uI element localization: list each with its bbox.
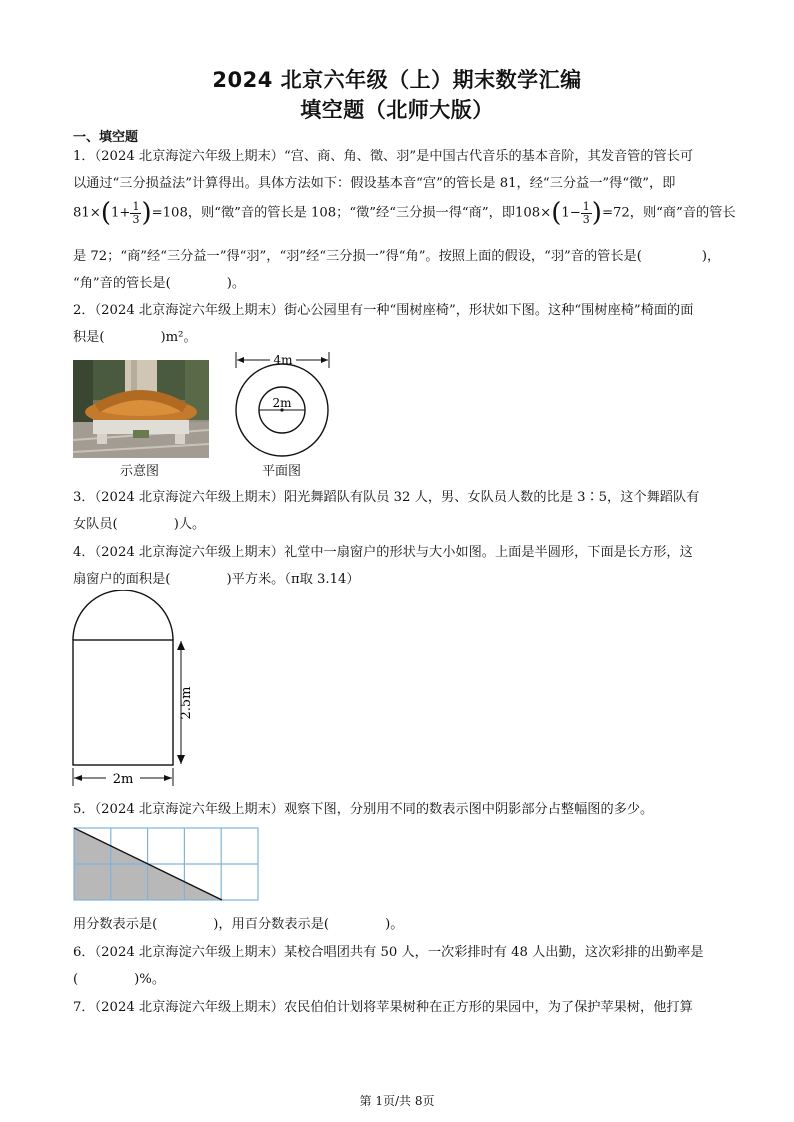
q4-line2: 扇窗户的面积是( )平方米。（π取 3.14） <box>73 572 360 587</box>
rectangle <box>73 640 173 765</box>
page-title: 2024 北京六年级（上）期末数学汇编 <box>212 68 582 92</box>
eq2-prefix: 108× <box>514 205 552 221</box>
height-label: 2.5m <box>179 686 194 720</box>
eq1-fraction: $\frac{1}{3}$ <box>132 199 140 226</box>
eq2-minus: 1− <box>561 205 581 221</box>
q3-line1: 3．（2024 北京海淀六年级上期末）阳光舞蹈队有队员 32 人，男、女队员人数的比是 3∶5，这个舞蹈队有 <box>73 490 700 505</box>
q1-line1: 1．（2024 北京海淀六年级上期末）“宫、商、角、徵、羽”是中国古代音乐的基本音阶，其发音管的管长可 <box>73 149 694 164</box>
eq2-fraction: $\frac{1}{3}$ <box>582 199 590 226</box>
inner-diameter-label: 2m <box>272 396 292 410</box>
section-title: 一、填空题 <box>73 130 139 145</box>
tree-bench-photo <box>73 360 209 458</box>
page-footer: 第 1页/共 8页 <box>359 1094 435 1108</box>
photo-caption: 示意图 <box>120 464 160 479</box>
plan-caption: 平面图 <box>262 464 302 479</box>
q2-line1: 2．（2024 北京海淀六年级上期末）街心公园里有一种“围树座椅”，形状如下图。这种“围树座椅”椅面的面 <box>73 303 694 318</box>
eq1-plus: 1+ <box>111 205 131 221</box>
tree-bench-illustration <box>73 360 209 458</box>
eq1-prefix: 81× <box>73 205 101 221</box>
bench-plan-diagram <box>230 350 334 460</box>
page-subtitle: 填空题（北师大版） <box>300 98 494 122</box>
q1-line5: “角”音的管长是( )。 <box>73 276 246 291</box>
q1-line4: 是 72；“商”经“三分益一”得“羽”，“羽”经“三分损一”得“角”。按照上面的假设，“羽”音的管长是( )， <box>73 249 721 264</box>
q1-equation-line: 81×(1+ $\frac{1}{3}$ )=108，则“徵”音的管长是 108；“徵”经“三分损一得“商”，即108×(1− $\frac{1}{3}$ )=72，则“商”音的管长 <box>73 198 736 228</box>
outer-diameter-label: 4m <box>273 353 293 367</box>
q2-line2: 积是( )m²。 <box>73 330 197 345</box>
eq2-suffix: =72，则“商”音的管长 <box>601 205 736 221</box>
q1-line2: 以通过“三分损益法”计算得出。具体方法如下：假设基本音“宫”的管长是 81，经“三分益一”得“徵”，即 <box>73 176 676 191</box>
width-label: 2m <box>112 772 134 787</box>
q5-line2: 用分数表示是( )，用百分数表示是( )。 <box>73 917 404 932</box>
q6-line1: 6．（2024 北京海淀六年级上期末）某校合唱团共有 50 人，一次彩排时有 48 人出勤，这次彩排的出勤率是 <box>73 945 704 960</box>
semicircle <box>73 590 173 640</box>
q7-line1: 7．（2024 北京海淀六年级上期末）农民伯伯计划将苹果树种在正方形的果园中，为了保护苹果树，他打算 <box>73 1000 693 1015</box>
q3-line2: 女队员( )人。 <box>73 517 206 532</box>
q6-line2: ( )%。 <box>73 972 166 987</box>
window-diagram <box>66 590 202 790</box>
eq1-suffix: =108，则“徵”音的管长是 108；“徵”经“三分损一得“商”，即 <box>151 205 515 221</box>
q5-line1: 5．（2024 北京海淀六年级上期末）观察下图，分别用不同的数表示图中阴影部分占整幅图的多少。 <box>73 802 654 817</box>
shaded-grid-diagram <box>72 826 260 904</box>
q4-line1: 4．（2024 北京海淀六年级上期末）礼堂中一扇窗户的形状与大小如图。上面是半圆形，下面是长方形，这 <box>73 545 693 560</box>
